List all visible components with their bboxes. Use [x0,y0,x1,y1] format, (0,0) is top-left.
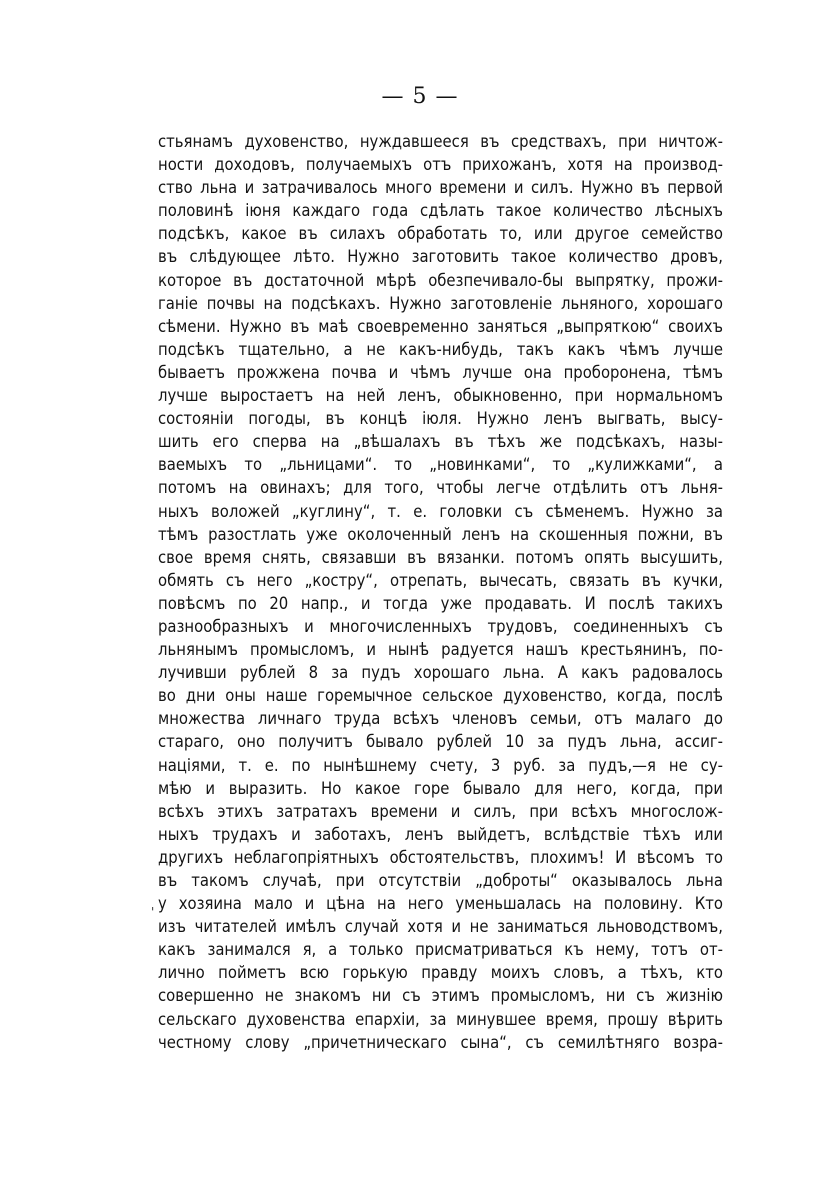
text-line: изъ читателей имѣлъ случай хотя и не заниматься льноводствомъ, [158,917,723,937]
text-line: честному слову „причетническаго сына“, съ семилѣтняго возра- [158,1032,723,1052]
text-line: сельскаго духовенства епархіи, за минувшее время, прошу вѣрить [158,1009,723,1029]
text-line: какъ занимался я, а только присматриваться къ нему, тотъ от- [158,940,723,960]
text-line: мѣю и выразить. Но какое горе бывало для него, когда, при [158,778,723,798]
text-line: совершенно не знакомъ ни съ этимъ промысломъ, ни съ жизнію [158,986,723,1006]
text-line: лучше выростаетъ на ней ленъ, обыкновенно, при нормальномъ [158,386,723,406]
text-line: обмять съ него „костру“, отрепать, вычесать, связать въ кучки, [158,570,723,590]
text-line: стараго, оно получитъ бывало рублей 10 за пудъ льна, ассиг- [158,732,723,752]
text-line: ганіе почвы на подсѣкахъ. Нужно заготовленіе льняного, хорошаго [158,293,723,313]
text-line: ныхъ воложей „куглину“, т. е. головки съ сѣменемъ. Нужно за [158,501,723,521]
text-line: лично пойметъ всю горькую правду моихъ словъ, а тѣхъ, кто [158,963,723,983]
text-line: ство льна и затрачивалось много времени и силъ. Нужно въ первой [158,178,723,198]
text-line: въ слѣдующее лѣто. Нужно заготовить такое количество дровъ, [158,247,723,267]
text-line: тѣмъ разостлать уже околоченный ленъ на скошенныя пожни, въ [158,524,723,544]
text-line: бываетъ прожжена почва и чѣмъ лучше она проборонена, тѣмъ [158,362,723,382]
text-line: ныхъ трудахъ и заботахъ, ленъ выйдетъ, вслѣдствіе тѣхъ или [158,824,723,844]
text-line: стьянамъ духовенство, нуждавшееся въ средствахъ, при ничтож- [158,132,723,151]
text-line: лучивши рублей 8 за пудъ хорошаго льна. А какъ радовалось [158,663,723,683]
text-line: которое въ достаточной мѣрѣ обезпечивало-бы выпрятку, прожи- [158,270,723,290]
text-line: всѣхъ этихъ затратахъ времени и силъ, при всѣхъ многослож- [158,801,723,821]
text-line: націями, т. е. по нынѣшнему счету, 3 руб. за пудъ,—я не су- [158,755,723,775]
text-line: льнянымъ промысломъ, и нынѣ радуется нашъ крестьянинъ, по- [158,640,723,660]
text-line: другихъ неблагопріятныхъ обстоятельствъ, плохимъ! И вѣсомъ то [158,847,723,867]
text-line: половинѣ іюня каждаго года сдѣлать такое количество лѣсныхъ [158,201,723,221]
text-line: шить его сперва на „вѣшалахъ въ тѣхъ же подсѣкахъ, назы- [158,432,723,452]
text-line: разнообразныхъ и многочисленныхъ трудовъ, соединенныхъ съ [158,616,723,636]
text-line: во дни оны наше горемычное сельское духовенство, когда, послѣ [158,686,723,706]
text-line: свое время снять, связавши въ вязанки. потомъ опять высушить, [158,547,723,567]
text-line: ности доходовъ, получаемыхъ отъ прихожанъ, хотя на производ- [158,155,723,175]
text-line: ваемыхъ то „льницами“. то „новинками“, то „кулижками“, а [158,455,723,475]
page-number: — 5 — [381,84,459,109]
text-line: подсѣкъ тщательно, а не какъ-нибудь, такъ какъ чѣмъ лучше [158,339,723,359]
text-line: повѣсмъ по 20 напр., и тогда уже продавать. И послѣ такихъ [158,593,723,613]
stray-mark: ' [151,905,155,919]
text-line: у хозяина мало и цѣна на него уменьшалась на половину. Кто [158,894,723,914]
text-line: подсѣкъ, какое въ силахъ обработать то, или другое семейство [158,224,723,244]
text-line: состояніи погоды, въ концѣ іюля. Нужно ленъ выгвать, высу- [158,409,723,429]
text-line: въ такомъ случаѣ, при отсутствіи „доброты“ оказывалось льна [158,871,723,890]
text-line: множества личнаго труда всѣхъ членовъ семьи, отъ малаго до [158,709,723,729]
text-line: сѣмени. Нужно въ маѣ своевременно заняться „выпряткою“ своихъ [158,316,723,336]
body-text [158,130,723,1054]
text-line: потомъ на овинахъ; для того, чтобы легче отдѣлить отъ льня- [158,478,723,498]
